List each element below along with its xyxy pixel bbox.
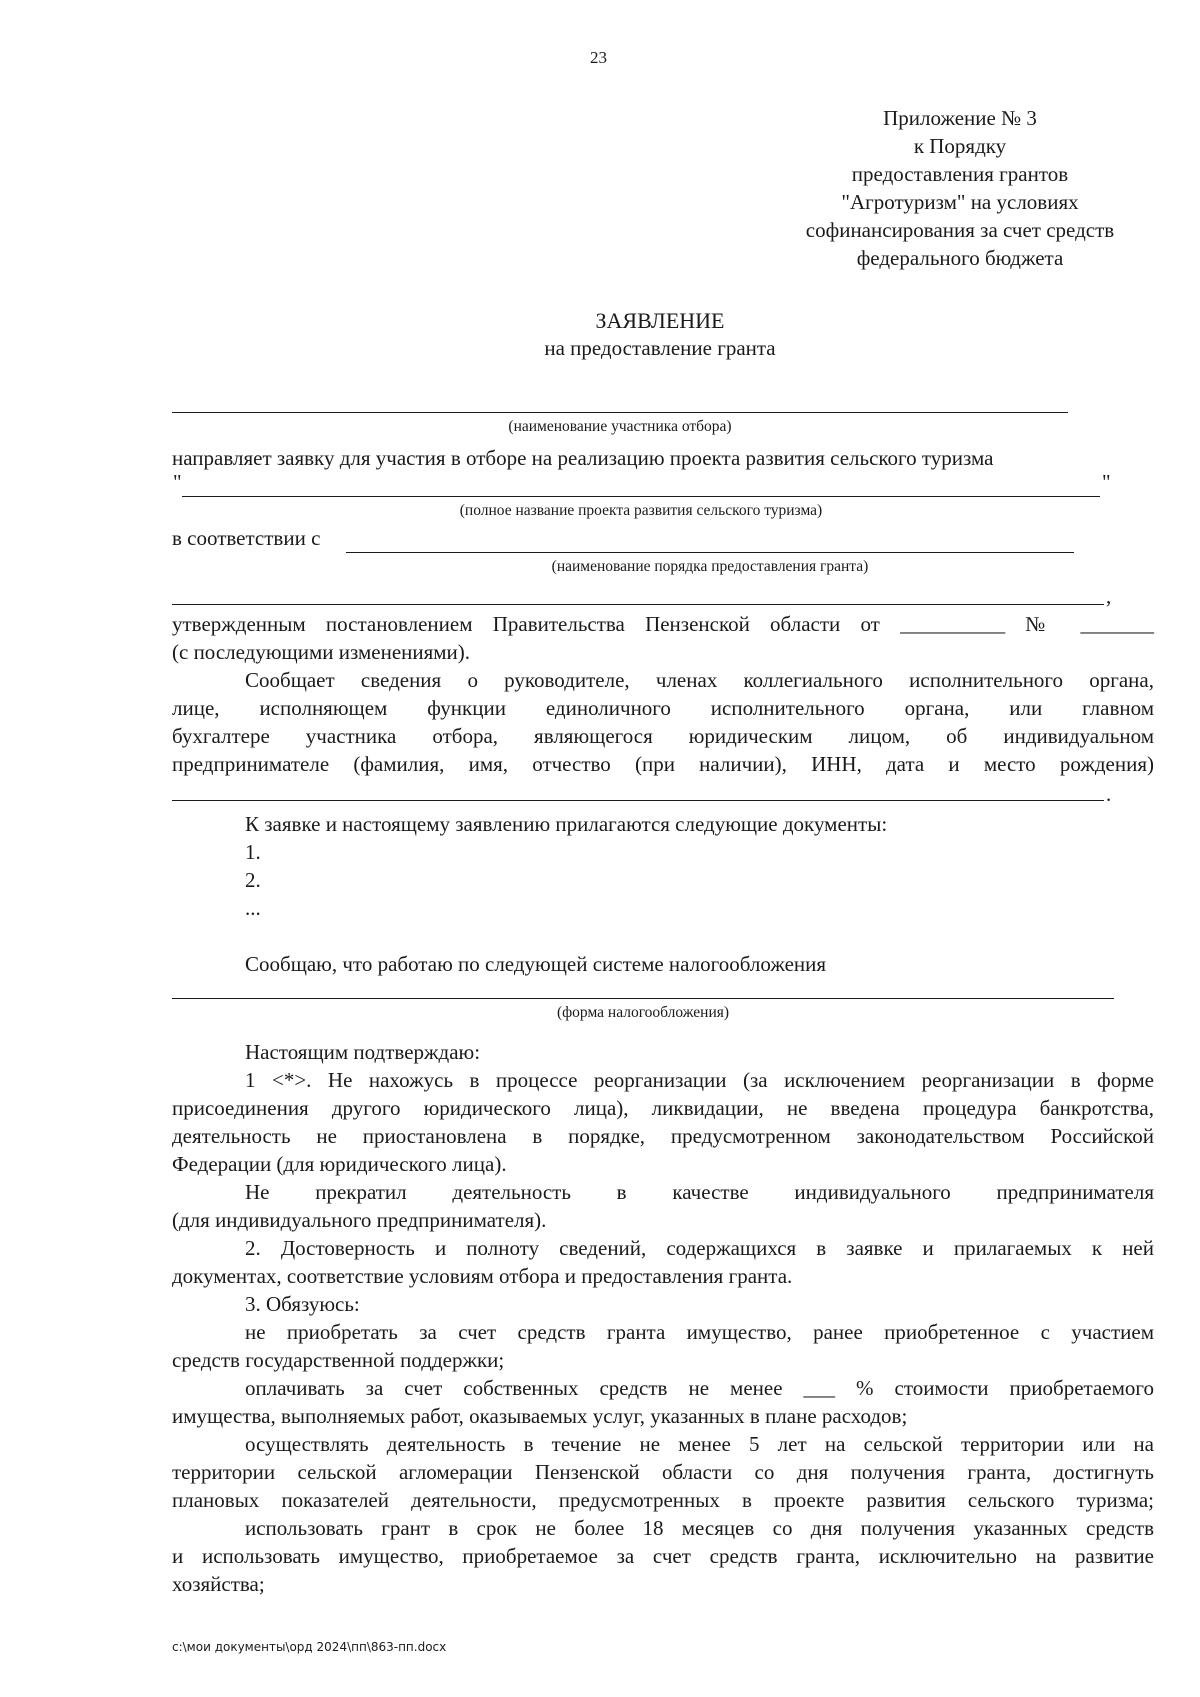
oblig4-line-1: использовать грант в срок не более 18 месяцев со дня получения указанных средств xyxy=(245,1516,1154,1540)
info-line-4: предпринимателе (фамилия, имя, отчество (при наличии), ИНН, дата и место рождения) xyxy=(172,752,1154,776)
oblig4-line-3: хозяйства; xyxy=(172,1572,265,1596)
appendix-line-2: к Порядку xyxy=(913,134,1007,158)
oblig3-line-1: осуществлять деятельность в течение не менее 5 лет на сельской территории или на xyxy=(245,1432,1154,1456)
item1-line-2: присоединения другого юридического лица), ликвидации, не введена процедура банкротства, xyxy=(172,1096,1154,1120)
info-line-3: бухгалтере участника отбора, являющегося юридическим лицом, об индивидуальном xyxy=(172,724,1154,748)
list-item-2: 2. xyxy=(245,868,261,892)
item1-line-4: Федерации (для юридического лица). xyxy=(172,1152,507,1176)
quote-close: " xyxy=(1102,470,1111,494)
info-line-1: Сообщает сведения о руководителе, членах коллегиального исполнительного органа, xyxy=(245,668,1154,692)
not-stopped-line-2: (для индивидуального предпринимателя). xyxy=(172,1208,547,1232)
project-caption: (полное название проекта развития сельского туризма) xyxy=(459,502,823,519)
appendix-line-5: софинансирования за счет средств xyxy=(805,218,1115,242)
oblig1-line-1: не приобретать за счет средств гранта имущество, ранее приобретенное с участием xyxy=(245,1320,1154,1344)
tax-form-caption: (форма налогообложения) xyxy=(556,1004,730,1021)
list-item-1: 1. xyxy=(245,840,261,864)
attached-text: К заявке и настоящему заявлению прилагаются следующие документы: xyxy=(245,812,888,836)
participant-caption: (наименование участника отбора) xyxy=(508,418,732,435)
period: . xyxy=(1106,782,1112,806)
not-stopped-line-1: Не прекратил деятельность в качестве индивидуального предпринимателя xyxy=(245,1180,1154,1204)
project-blank xyxy=(182,496,1100,497)
oblig1-line-2: средств государственной поддержки; xyxy=(172,1348,505,1372)
participant-blank xyxy=(172,412,1068,413)
procedure-blank-2 xyxy=(172,604,1104,605)
item2-line-1: 2. Достоверность и полноту сведений, содержащихся в заявке и прилагаемых к ней xyxy=(245,1236,1154,1260)
oblig2-line-2: имущества, выполняемых работ, оказываемых услуг, указанных в плане расходов; xyxy=(172,1404,908,1428)
info-blank xyxy=(172,800,1104,801)
list-item-ellipsis: ... xyxy=(245,896,261,920)
document-subtitle: на предоставление гранта xyxy=(544,336,776,360)
item1-line-1: 1 <*>. Не нахожусь в процессе реорганизации (за исключением реорганизации в форме xyxy=(245,1068,1154,1092)
appendix-line-6: федерального бюджета xyxy=(856,246,1064,270)
appendix-line-4: "Агротуризм" на условиях xyxy=(841,190,1079,214)
tax-form-blank xyxy=(172,998,1114,999)
quote-open: " xyxy=(173,470,182,494)
oblig3-line-3: плановых показателей деятельности, предусмотренных в проекте развития сельского туризма; xyxy=(172,1488,1154,1512)
in-accordance-text: в соответствии с xyxy=(172,526,321,550)
submits-text: направляет заявку для участия в отборе на реализацию проекта развития сельского туризма xyxy=(172,446,994,470)
page-number: 23 xyxy=(590,48,607,67)
document-title: ЗАЯВЛЕНИЕ xyxy=(595,308,725,333)
procedure-caption: (наименование порядка предоставления гранта) xyxy=(551,558,869,575)
amendments-text: (с последующими изменениями). xyxy=(172,640,471,664)
confirm-text: Настоящим подтверждаю: xyxy=(245,1040,481,1064)
item2-line-2: документах, соответствие условиям отбора и предоставления гранта. xyxy=(172,1264,793,1288)
procedure-blank xyxy=(346,552,1074,553)
item3-heading: 3. Обязуюсь: xyxy=(245,1292,360,1316)
oblig4-line-2: и использовать имущество, приобретаемое за счет средств гранта, исключительно на развитие xyxy=(172,1544,1154,1568)
comma: , xyxy=(1106,584,1112,608)
footer-path: c:\мои документы\орд 2024\пп\863-пп.docx xyxy=(172,1640,447,1654)
appendix-line-3: предоставления грантов xyxy=(851,162,1069,186)
oblig2-line-1: оплачивать за счет собственных средств не менее ___ % стоимости приобретаемого xyxy=(245,1376,1154,1400)
info-line-2: лице, исполняющем функции единоличного исполнительного органа, или главном xyxy=(172,696,1154,720)
oblig3-line-2: территории сельской агломерации Пензенской области со дня получения гранта, достигнуть xyxy=(172,1460,1154,1484)
tax-system-text: Сообщаю, что работаю по следующей системе налогообложения xyxy=(245,952,827,976)
appendix-line-1: Приложение № 3 xyxy=(883,106,1037,130)
item1-line-3: деятельность не приостановлена в порядке, предусмотренном законодательством Российской xyxy=(172,1124,1154,1148)
approved-text: утвержденным постановлением Правительства Пензенской области от __________ № _______ xyxy=(172,612,1154,636)
